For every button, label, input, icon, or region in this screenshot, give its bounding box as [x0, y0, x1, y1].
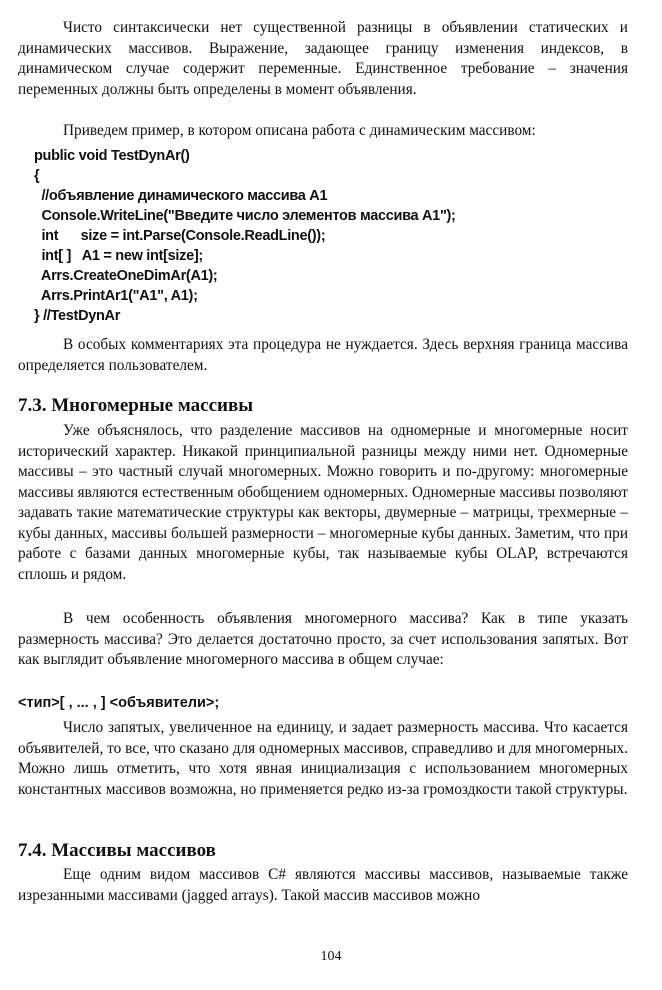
section-7-4-paragraph-1: Еще одним видом массивов C# являются массивы массивов, называемые также изрезанными массивами (jagged arrays). Такой массив массивов можно	[18, 866, 628, 904]
code-line: Console.WriteLine("Введите число элементов массива A1");	[34, 208, 456, 224]
section-7-3-paragraph-3: Число запятых, увеличенное на единицу, и задает размерность массива. Что касается объявителей, то все, что сказано для одномерных массивов, справедливо и для многомерных. Можно лишь отметить, что хотя явная инициализация с использованием многомерных константных массивов возможна, но применяется редко из-за громоздкости такой структуры.	[18, 719, 628, 798]
after-code-paragraph: В особых комментариях эта процедура не нуждается. Здесь верхняя граница массива определяется пользователем.	[18, 336, 628, 374]
code-line: public void TestDynAr()	[34, 148, 190, 164]
section-7-3-paragraph-2: В чем особенность объявления многомерного массива? Как в типе указать размерность массива? Это делается достаточно просто, за счет использования запятых. Вот как выглядит объявление многомерного массива в общем случае:	[18, 610, 628, 668]
code-line: Arrs.PrintAr1("A1", A1);	[34, 288, 198, 304]
code-line: {	[34, 168, 40, 184]
code-line: Arrs.CreateOneDimAr(A1);	[34, 268, 218, 284]
section-7-3-paragraph-1: Уже объяснялось, что разделение массивов на одномерные и многомерные носит исторический характер. Никакой принципиальной разницы между ними нет. Одномерные массивы – это частный случай многомерных. Можно говорить и по-другому: многомерные массивы являются естественным обобщением одномерных. Одномерные массивы позволяют задавать такие математические структуры как векторы, двумерные – матрицы, трехмерные – кубы данных, массивы большей размерности – многомерные кубы данных. Заметим, что при работе с базами данных многомерные кубы, так называемые кубы OLAP, встречаются сплошь и рядом.	[18, 422, 628, 583]
code-line: } //TestDynAr	[34, 308, 121, 324]
code-line: int size = int.Parse(Console.ReadLine());	[34, 228, 326, 244]
code-listing	[34, 146, 456, 326]
code-line: //объявление динамического массива A1	[34, 188, 328, 204]
section-heading-7-3: 7.3. Многомерные массивы	[18, 395, 254, 416]
page-number: 104	[320, 949, 342, 964]
section-heading-7-4: 7.4. Массивы массивов	[18, 840, 216, 861]
array-declaration-syntax: <тип>[ , ... , ] <объявители>;	[18, 695, 220, 711]
code-line: int[ ] A1 = new int[size];	[34, 248, 203, 264]
intro-paragraph: Чисто синтаксически нет существенной разницы в объявлении статических и динамических массивов. Выражение, задающее границу изменения индексов, в динамическом случае содержит переменные. Единственное требование – значения переменных должны быть определены в момент объявления.	[18, 19, 628, 98]
example-intro-paragraph: Приведем пример, в котором описана работа с динамическим массивом:	[63, 122, 536, 139]
